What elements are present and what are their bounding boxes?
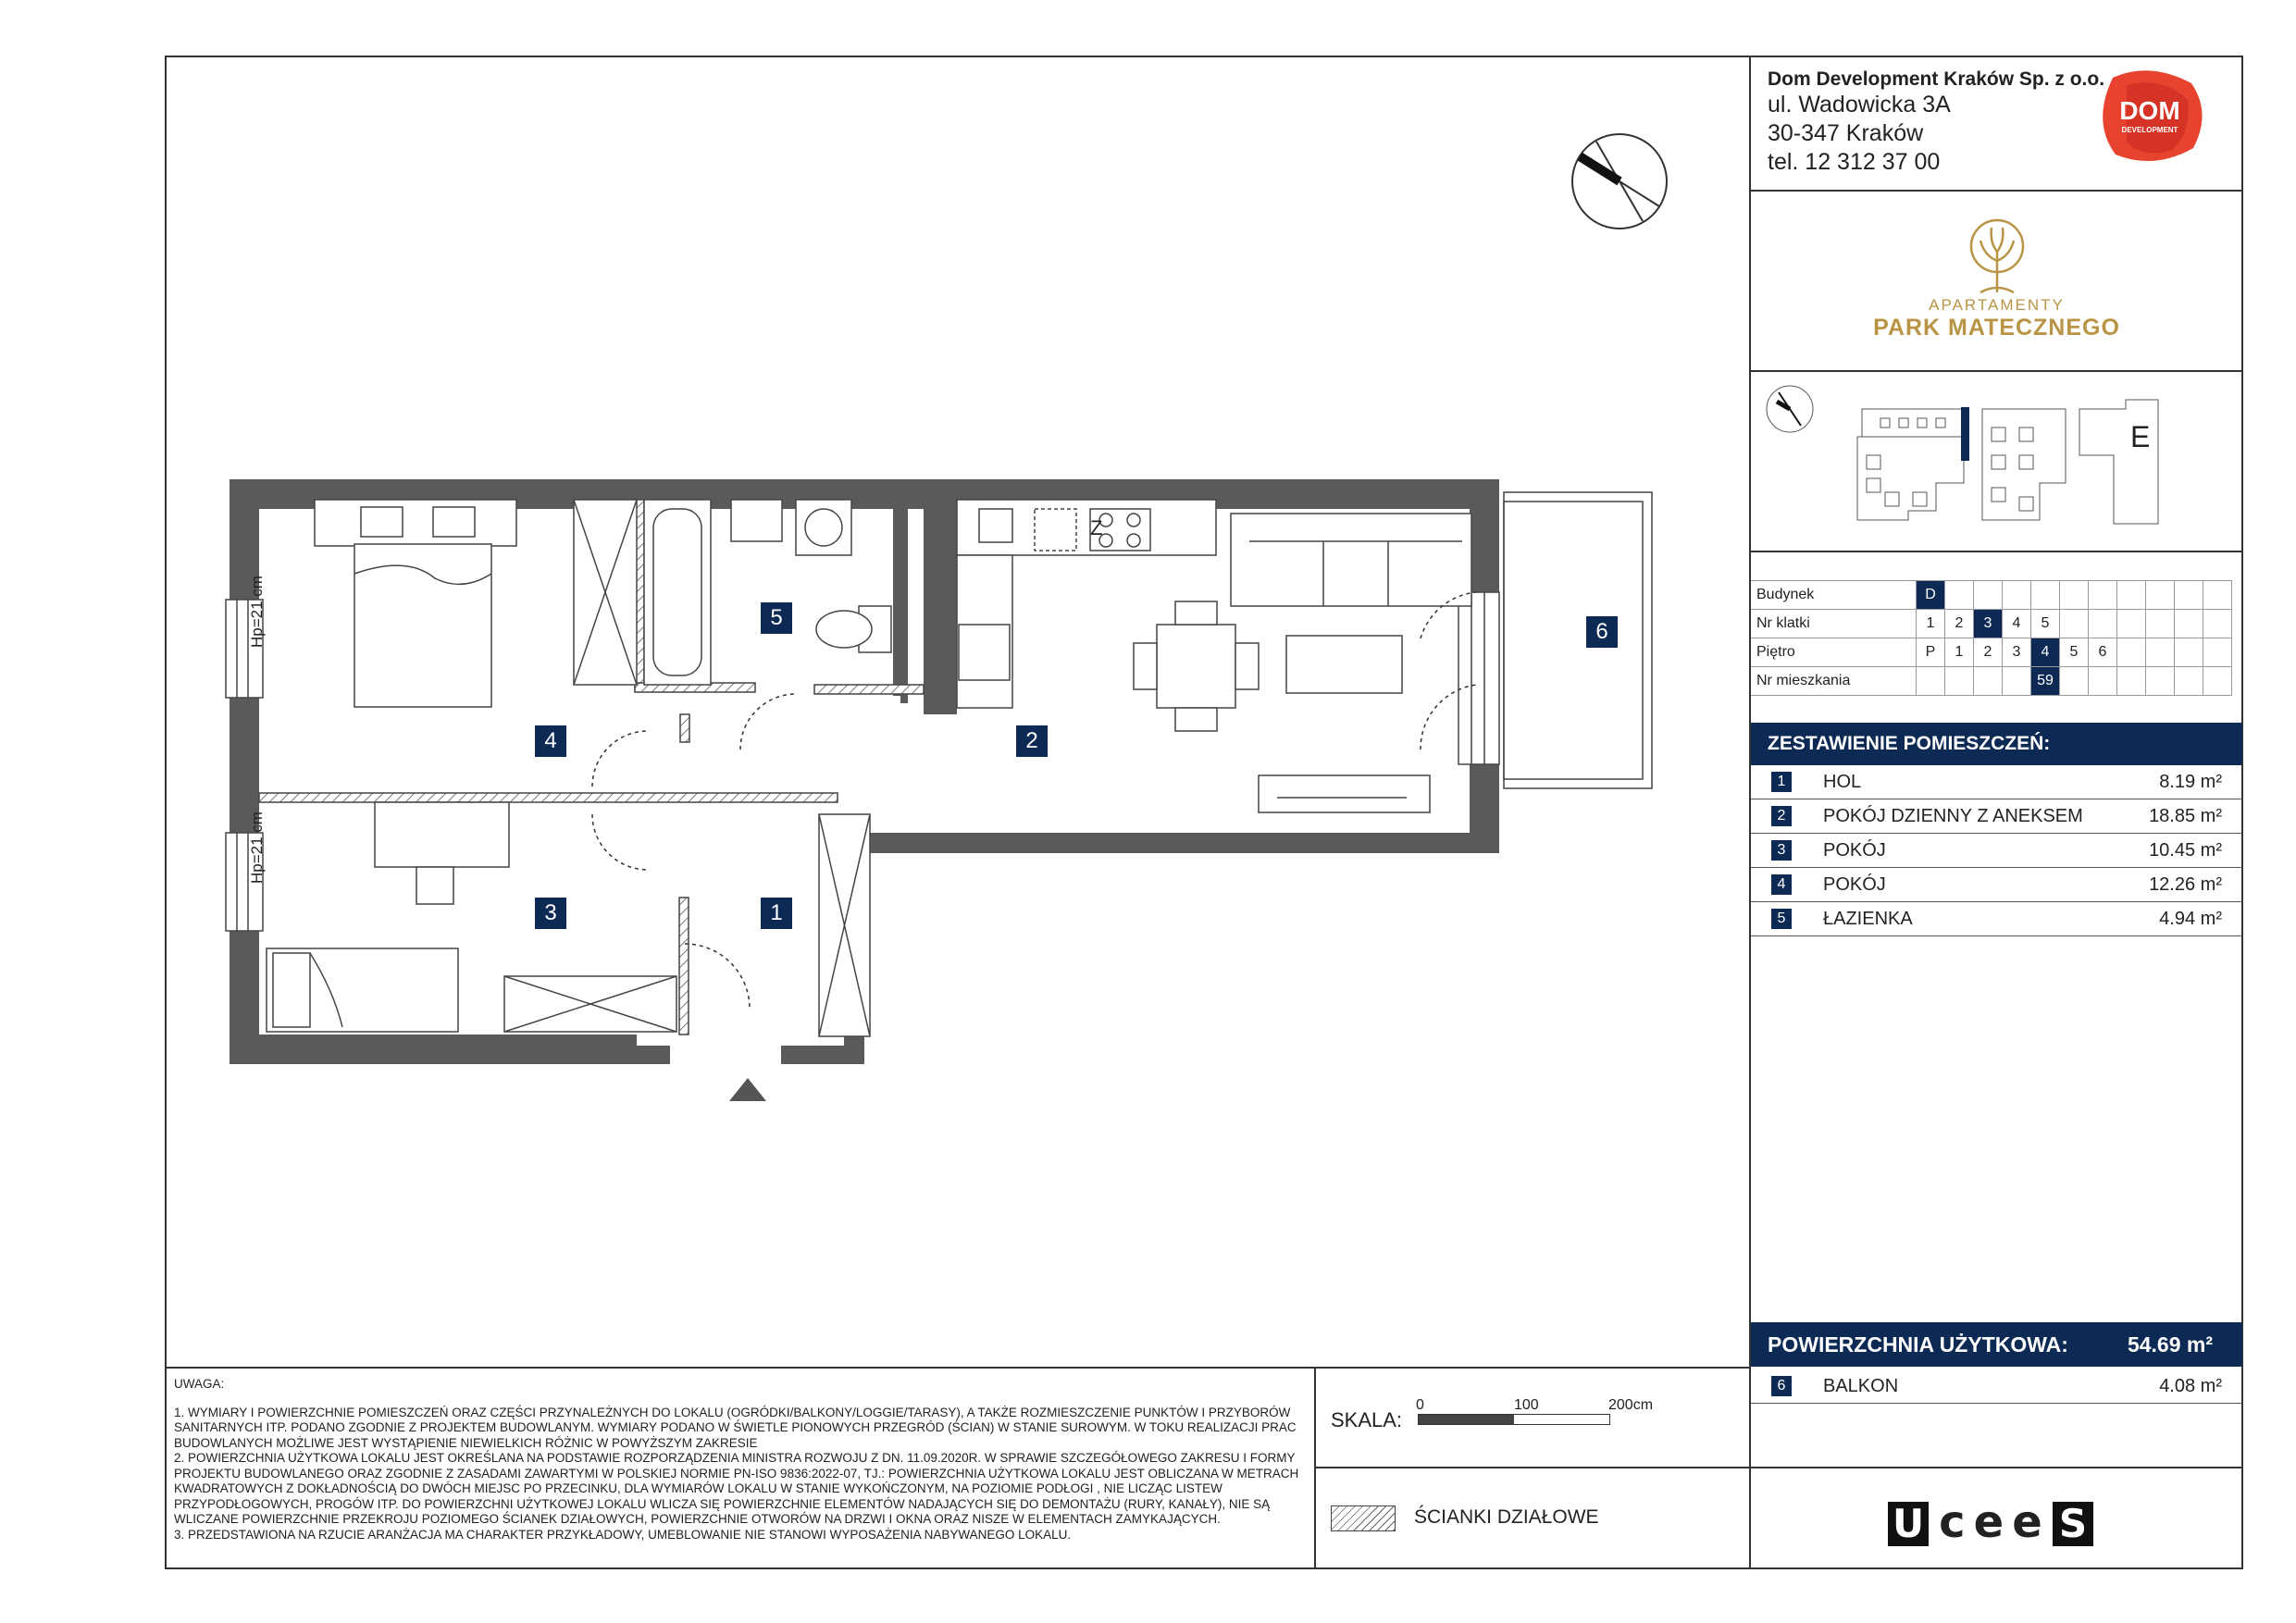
company-city: 30-347 Kraków [1768,120,1924,146]
note-item-3: 3. PRZEDSTAWIONA NA RZUCIE ARANŻACJA MA CHARAKTER PRZYKŁADOWY, UMEBLOWANIE NIE STANOWI WYPOSAŻENIA NABYWANEGO LOKALU. [174,1527,1072,1542]
sidebar-line-company [1751,190,2242,192]
grid-cell: 59 [2031,667,2060,696]
key-plan-block-label: E [2130,420,2151,453]
grid-cell [1974,667,2003,696]
grid-cell [1917,667,1945,696]
room-name: HOL [1823,772,1862,792]
grid-cell [2175,638,2203,667]
north-arrow-icon [1569,130,1670,232]
project-line2: PARK MATECZNEGO [1873,315,2120,341]
company-phone: tel. 12 312 37 00 [1768,149,1941,175]
grid-row-label: Nr klatki [1751,610,1917,638]
room-number: 3 [1771,840,1792,861]
project-logo [1751,204,2242,361]
room-area: 18.85 m² [2149,806,2222,826]
room-name: POKÓJ [1823,874,1886,895]
scale-tick-100: 100 [1514,1397,1539,1413]
grid-cell [2146,638,2175,667]
room-name: POKÓJ DZIENNY Z ANEKSEM [1823,806,2083,826]
grid-cell: 4 [2003,610,2031,638]
window-height-label-1: Hp=21 cm [248,576,266,648]
grid-cell: 5 [2060,638,2089,667]
grid-cell [1945,667,1974,696]
ucees-logo [1888,1496,2093,1548]
plan-badge-1: 1 [761,898,792,929]
grid-cell [1945,581,1974,610]
room-number: 1 [1771,772,1792,792]
grid-row [1751,581,2232,610]
project-line1: APARTAMENTY [1929,296,2065,314]
notes-divider [165,1367,1750,1369]
grid-cell: 1 [1945,638,1974,667]
location-grid [1751,580,2232,696]
grid-cell: 3 [2003,638,2031,667]
balcony-number: 6 [1771,1376,1792,1396]
grid-cell [2089,610,2117,638]
furniture [267,500,1471,1036]
grid-cell [2060,581,2089,610]
grid-cell [1974,581,2003,610]
grid-row [1751,638,2232,667]
plan-badge-3: 3 [535,898,566,929]
room-row [1751,868,2242,902]
grid-cell [2203,638,2232,667]
scale-bar [1418,1414,1610,1425]
sidebar-line-keyplan [1751,551,2242,552]
room-name: ŁAZIENKA [1823,909,1913,929]
dom-logo-text: DOM [2119,96,2180,125]
grid-cell [2089,581,2117,610]
total-area-heading [1751,1322,2242,1367]
ucees-letter-e2: e [2012,1496,2042,1548]
ucees-letter-e1: e [1973,1496,2004,1548]
room-row [1751,765,2242,799]
dom-development-logo [2090,67,2210,168]
grid-cell [2146,610,2175,638]
room-area: 8.19 m² [2159,772,2222,792]
room-area: 10.45 m² [2149,840,2222,861]
room-row [1751,834,2242,868]
grid-cell: 2 [1974,638,2003,667]
plan-badge-2: 2 [1016,725,1048,757]
grid-cell [2003,581,2031,610]
grid-cell [2117,638,2146,667]
grid-row [1751,667,2232,696]
notes [174,1377,1303,1542]
room-number: 5 [1771,909,1792,929]
grid-cell [2146,581,2175,610]
company-street: ul. Wadowicka 3A [1768,92,1951,118]
sidebar-line-footer [1751,1467,2242,1468]
grid-row-label: Budynek [1751,581,1917,610]
note-item-2: 2. POWIERZCHNIA UŻYTKOWA LOKALU JEST OKREŚLANA NA PODSTAWIE ROZPORZĄDZENIA MINISTRA ROZWOJU Z DN. 11.09.2020R. W SPRAWIE SZCZEGÓŁOWEGO ZAKRESU I FORMY PROJEKTU BUDOWLANEGO ORAZ ZGODNIE Z ZASADAMI ZAWARTYMI W POLSKIEJ NORMIE PN-ISO 9836:2022-07, TJ.: POWIERZCHNIA UŻYTKOWA LOKALU JEST OBLICZANA W METRACH KWADRATOWYCH Z DOKŁADNOŚCIĄ DO DWÓCH MIEJSC PO PRZECINKU, DLA WYMIARÓW LOKALU W STANIE WYKOŃCZONYM, NA POZIOMIE PODŁOGI , NIE LICZĄC LISTEW PRZYPODŁOGOWYCH, PROGÓW ITP. DO POWIERZCHNI UŻYTKOWEJ LOKALU WLICZA SIĘ POWIERZCHNIE ELEMENTÓW NADAJĄCYCH SIĘ DO DEMONTAŻU (RURY, KANAŁY), NIE SĄ WLICZANE POWIERZCHNIE PRZEKROJU POZIOMEGO ŚCIANEK DZIAŁOWYCH, POWIERZCHNIE OTWORÓW NA DRZWI I OKNA ORAZ NISZE W ELEMENTACH ZAMYKAJĄCYCH. [174,1451,1299,1526]
grid-cell [2117,610,2146,638]
summary-heading: ZESTAWIENIE POMIESZCZEŃ: [1751,723,2242,765]
total-area-label: POWIERZCHNIA UŻYTKOWA: [1768,1332,2068,1357]
ucees-letter-s: S [2053,1502,2093,1546]
grid-cell [2117,581,2146,610]
grid-row-label: Nr mieszkania [1751,667,1917,696]
partition-swatch [1331,1505,1396,1531]
room-area: 4.94 m² [2159,909,2222,929]
total-area-value: 54.69 m² [2127,1332,2213,1357]
room-number: 4 [1771,874,1792,895]
grid-cell [2175,610,2203,638]
company-block [1768,68,2104,177]
entrance-arrow-icon [729,1078,766,1101]
ucees-letter-u: U [1888,1502,1929,1546]
grid-cell [2175,667,2203,696]
room-number: 2 [1771,806,1792,826]
grid-cell: 6 [2089,638,2117,667]
balcony-name: BALKON [1823,1376,1899,1396]
balcony-area: 4.08 m² [2159,1376,2222,1396]
grid-cell: 2 [1945,610,1974,638]
room-name: POKÓJ [1823,840,1886,861]
grid-cell [2060,610,2089,638]
grid-cell [2031,581,2060,610]
scale-tick-0: 0 [1416,1397,1424,1413]
floor-plan [222,472,1721,1110]
grid-cell: 1 [1917,610,1945,638]
window-height-label-2: Hp=21 cm [248,812,266,884]
grid-cell [2146,667,2175,696]
grid-row [1751,610,2232,638]
grid-cell [2060,667,2089,696]
notes-title: UWAGA: [174,1377,225,1391]
room-area: 12.26 m² [2149,874,2222,895]
ucees-letter-c: c [1939,1496,1966,1548]
scale-label: SKALA: [1331,1408,1403,1431]
dom-logo-subtext: DEVELOPMENT [2121,126,2178,134]
grid-cell [2203,610,2232,638]
grid-cell: P [1917,638,1945,667]
key-plan-drawing [1751,372,2242,551]
scale-legend-divider [1314,1467,1750,1468]
plan-badge-4: 4 [535,725,566,757]
plan-badge-5: 5 [761,602,792,634]
grid-cell: 5 [2031,610,2060,638]
grid-cell: 3 [1974,610,2003,638]
plan-badge-6: 6 [1586,616,1618,648]
grid-cell [2089,667,2117,696]
grid-cell [2117,667,2146,696]
tree-emblem-icon [1962,215,2032,298]
grid-cell [2203,581,2232,610]
balcony [1504,492,1652,788]
grid-cell [2203,667,2232,696]
grid-cell [2175,581,2203,610]
grid-cell [2003,667,2031,696]
grid-cell: 4 [2031,638,2060,667]
balcony-row [1751,1369,2242,1404]
key-plan [1751,372,2242,551]
grid-row-label: Piętro [1751,638,1917,667]
scale-tick-200: 200cm [1608,1397,1654,1413]
fridge-label: Z [1090,516,1103,539]
note-item-1: 1. WYMIARY I POWIERZCHNIE POMIESZCZEŃ ORAZ CZĘŚCI PRZYNALEŻNYCH DO LOKALU (OGRÓDKI/BALKONY/LOGGIE/TARASY), A TAKŻE ROZMIESZCZENIE PUNKTÓW I PRZYBORÓW SANITARNYCH ITP. PODANO ZGODNIE Z PROJEKTEM BUDOWLANYM. WYMIARY PODANO W ŚWIETLE PIONOWYCH PRZEGRÓD (ŚCIAN) W STANIE SUROWYM. W TOKU REALIZACJI PRAC BUDOWLANYCH MOŻLIWE JEST WYSTĄPIENIE NIEWIELKICH RÓŻNIC W POWYŻSZYM ZAKRESIE [174,1405,1297,1450]
grid-cell: D [1917,581,1945,610]
room-row [1751,902,2242,936]
partition-label: ŚCIANKI DZIAŁOWE [1414,1506,1599,1528]
company-name: Dom Development Kraków Sp. z o.o. [1768,68,2105,90]
room-row [1751,799,2242,834]
